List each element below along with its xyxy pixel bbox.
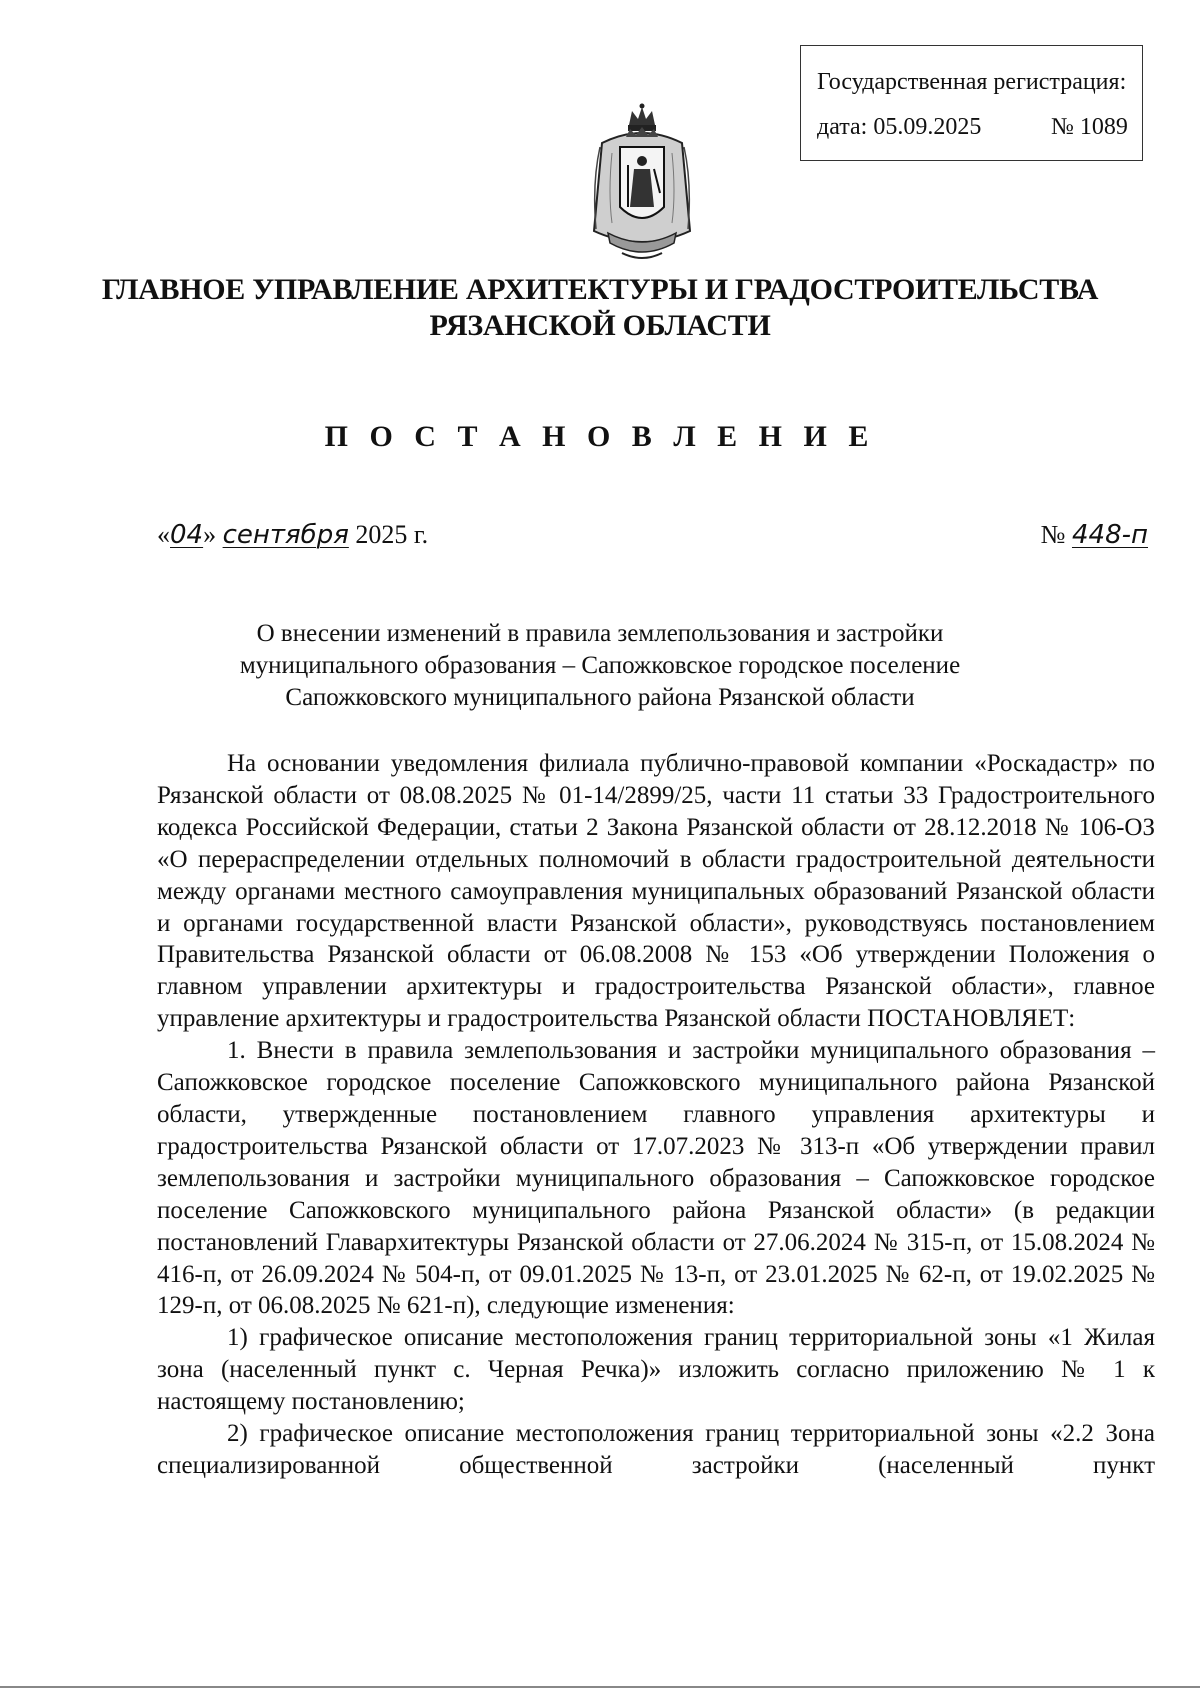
subject-line2: муниципального образования – Сапожковское городское поселение	[239, 652, 961, 679]
coat-of-arms-icon	[582, 103, 702, 263]
page-bottom-divider	[0, 1686, 1200, 1688]
date-month: сентября	[222, 520, 349, 550]
organization-title-line2: РЯЗАНСКОЙ ОБЛАСТИ	[429, 309, 771, 342]
body-paragraph-preamble: На основании уведомления филиала публично-правовой компании «Роскадастр» по Рязанской области от 08.08.2025 № 01-14/2899/25, части 11 статьи 33 Градостроительного кодекса Российской Федерации, статьи 2 Закона Рязанской области от 28.12.2018 № 106-ОЗ «О перераспределении отдельных полномочий в области градостроительной деятельности между органами местного самоуправления муниципальных образований Рязанской области и органами государственной власти Рязанской области», руководствуясь постановлением Правительства Рязанской области от 06.08.2008 № 153 «Об утверждении Положения о главном управлении архитектуры и градостроительства Рязанской области», главное управление архитектуры и градостроительства Рязанской области ПОСТАНОВЛЯЕТ:	[157, 750, 1155, 1033]
subject-line3: Сапожковского муниципального района Рязанской области	[285, 684, 915, 711]
body-paragraph-subitem-1: 1) графическое описание местоположения границ территориальной зоны «1 Жилая зона (населенный пункт с. Черная Речка)» изложить согласно приложению № 1 к настоящему постановлению;	[157, 1324, 1155, 1416]
registration-title: Государственная регистрация:	[817, 69, 1127, 95]
body-paragraph-subitem-2: 2) графическое описание местоположения границ территориальной зоны «2.2 Зона специализированной общественной застройки (населенный пункт	[157, 1420, 1155, 1479]
document-body	[157, 748, 1155, 1482]
registration-number: № 1089	[1051, 114, 1128, 140]
body-paragraph-item-1: 1. Внести в правила землепользования и застройки муниципального образования – Сапожковское городское поселение Сапожковского муниципального района Рязанской области, утвержденные постановлением главного управления архитектуры и градостроительства Рязанской области от 17.07.2023 № 313-п «Об утверждении правил землепользования и застройки муниципального образования – Сапожковское городское поселение Сапожковского муниципального района Рязанской области» (в редакции постановлений Главархитектуры Рязанской области от 27.06.2024 № 315-п, от 15.08.2024 № 416-п, от 26.09.2024 № 504-п, от 09.01.2025 № 13-п, от 23.01.2025 № 62-п, от 19.02.2025 № 129-п, от 06.08.2025 № 621-п), следующие изменения:	[157, 1037, 1155, 1320]
document-subject	[0, 618, 1200, 714]
document-number	[1041, 520, 1148, 550]
date-open-quote: «	[157, 520, 170, 549]
document-type-heading: П О С Т А Н О В Л Е Н И Е	[324, 420, 876, 453]
organization-title	[0, 272, 1200, 344]
document-number-value: 448-п	[1071, 520, 1148, 550]
document-date	[157, 520, 428, 550]
organization-title-line1: ГЛАВНОЕ УПРАВЛЕНИЕ АРХИТЕКТУРЫ И ГРАДОСТРОИТЕЛЬСТВА	[101, 273, 1099, 306]
date-day: 04	[170, 520, 204, 550]
registration-stamp	[800, 45, 1143, 161]
registration-date: дата: 05.09.2025	[817, 114, 982, 140]
date-year: 2025 г.	[355, 520, 429, 549]
subject-line1: О внесении изменений в правила землепользования и застройки	[256, 620, 944, 647]
document-number-label: №	[1040, 520, 1066, 549]
date-close-quote: »	[203, 520, 217, 549]
